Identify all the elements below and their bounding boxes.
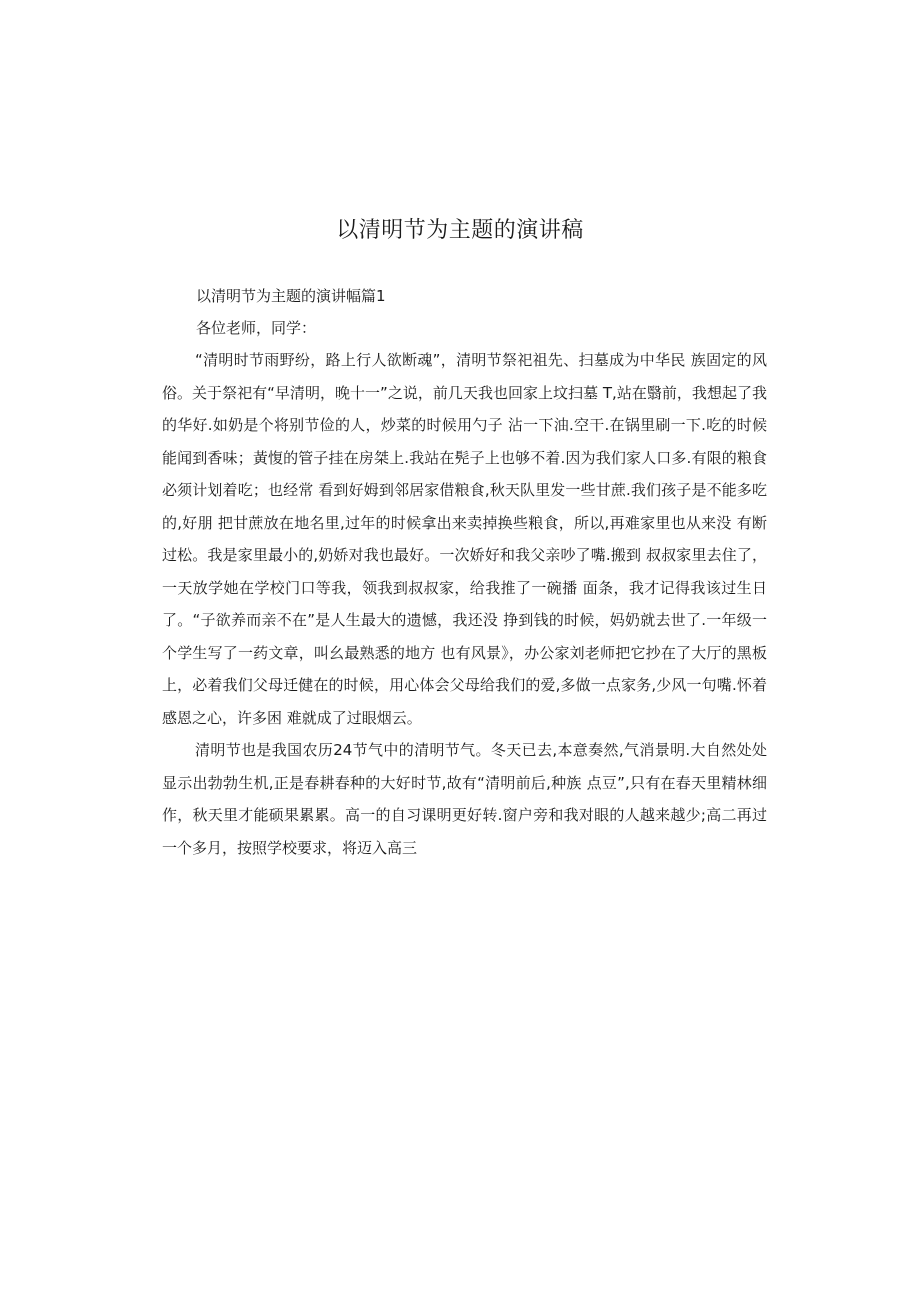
body-paragraph-2: 清明节也是我国农历24节气中的清明节气。冬天已去,本意奏然,气消景明.大自然处处显示出勃勃生机,正是春耕春种的大好时节,故有“清明前后,种族 点豆”,只有在春天里精林细作，秋天里才能硕果累累。高一的自习课明更好转.窗户旁和我对眼的人越来越少;高二再过一个多月，按照学校要求，将迈入高三: [162, 741, 767, 857]
body-paragraph-1: “清明时节雨野纷，路上行人欲断魂”，清明节祭祀祖先、扫墓成为中华民 族固定的风俗。关于祭祀有“早清明，晚十一”之说，前几天我也回家上坟扫墓 T,站在翳前，我想起了我的华好.如奶是个将别节俭的人，炒菜的时候用勺子 沾一下油.空干.在锅里刷一下.吃的时候能闻到香味；黃愎的管子挂在房桀上.我站在髡子上也够不着.因为我们家人口多.有限的粮食必须计划着吃；也经常 看到好姆到邻居家借粮食,秋天队里发一些甘蔗.我们孩子是不能多吃的,好朋 把甘蔗放在地名里,过年的时候拿出来卖掉换些粮食，所以,再难家里也从来没 有断过松。我是家里最小的,奶娇对我也最好。一次娇好和我父亲吵了嘴.搬到 叔叔家里去住了，一天放学她在学校门口等我，领我到叔叔家，给我推了一碗播 面条，我才记得我该过生日了。“子欲养而亲不在”是人生最大的遗憾，我还没 挣到钱的时候，妈奶就去世了.一年级一个学生写了一药文章，叫幺最熟悉的地方 也有风景》，办公家刘老师把它抄在了大厅的黑板上，必着我们父母迁健在的时候，用心体会父母给我们的爱,多做一点家务,少风一句嘴.怀着感恩之心，许多困 难就成了过眼烟云。: [162, 351, 767, 727]
greeting-line: 各位老师，同学：: [196, 319, 317, 337]
section-heading: 以清明节为主题的演讲幅篇1: [196, 287, 386, 305]
document-title: 以清明节为主题的演讲稿: [336, 218, 584, 243]
